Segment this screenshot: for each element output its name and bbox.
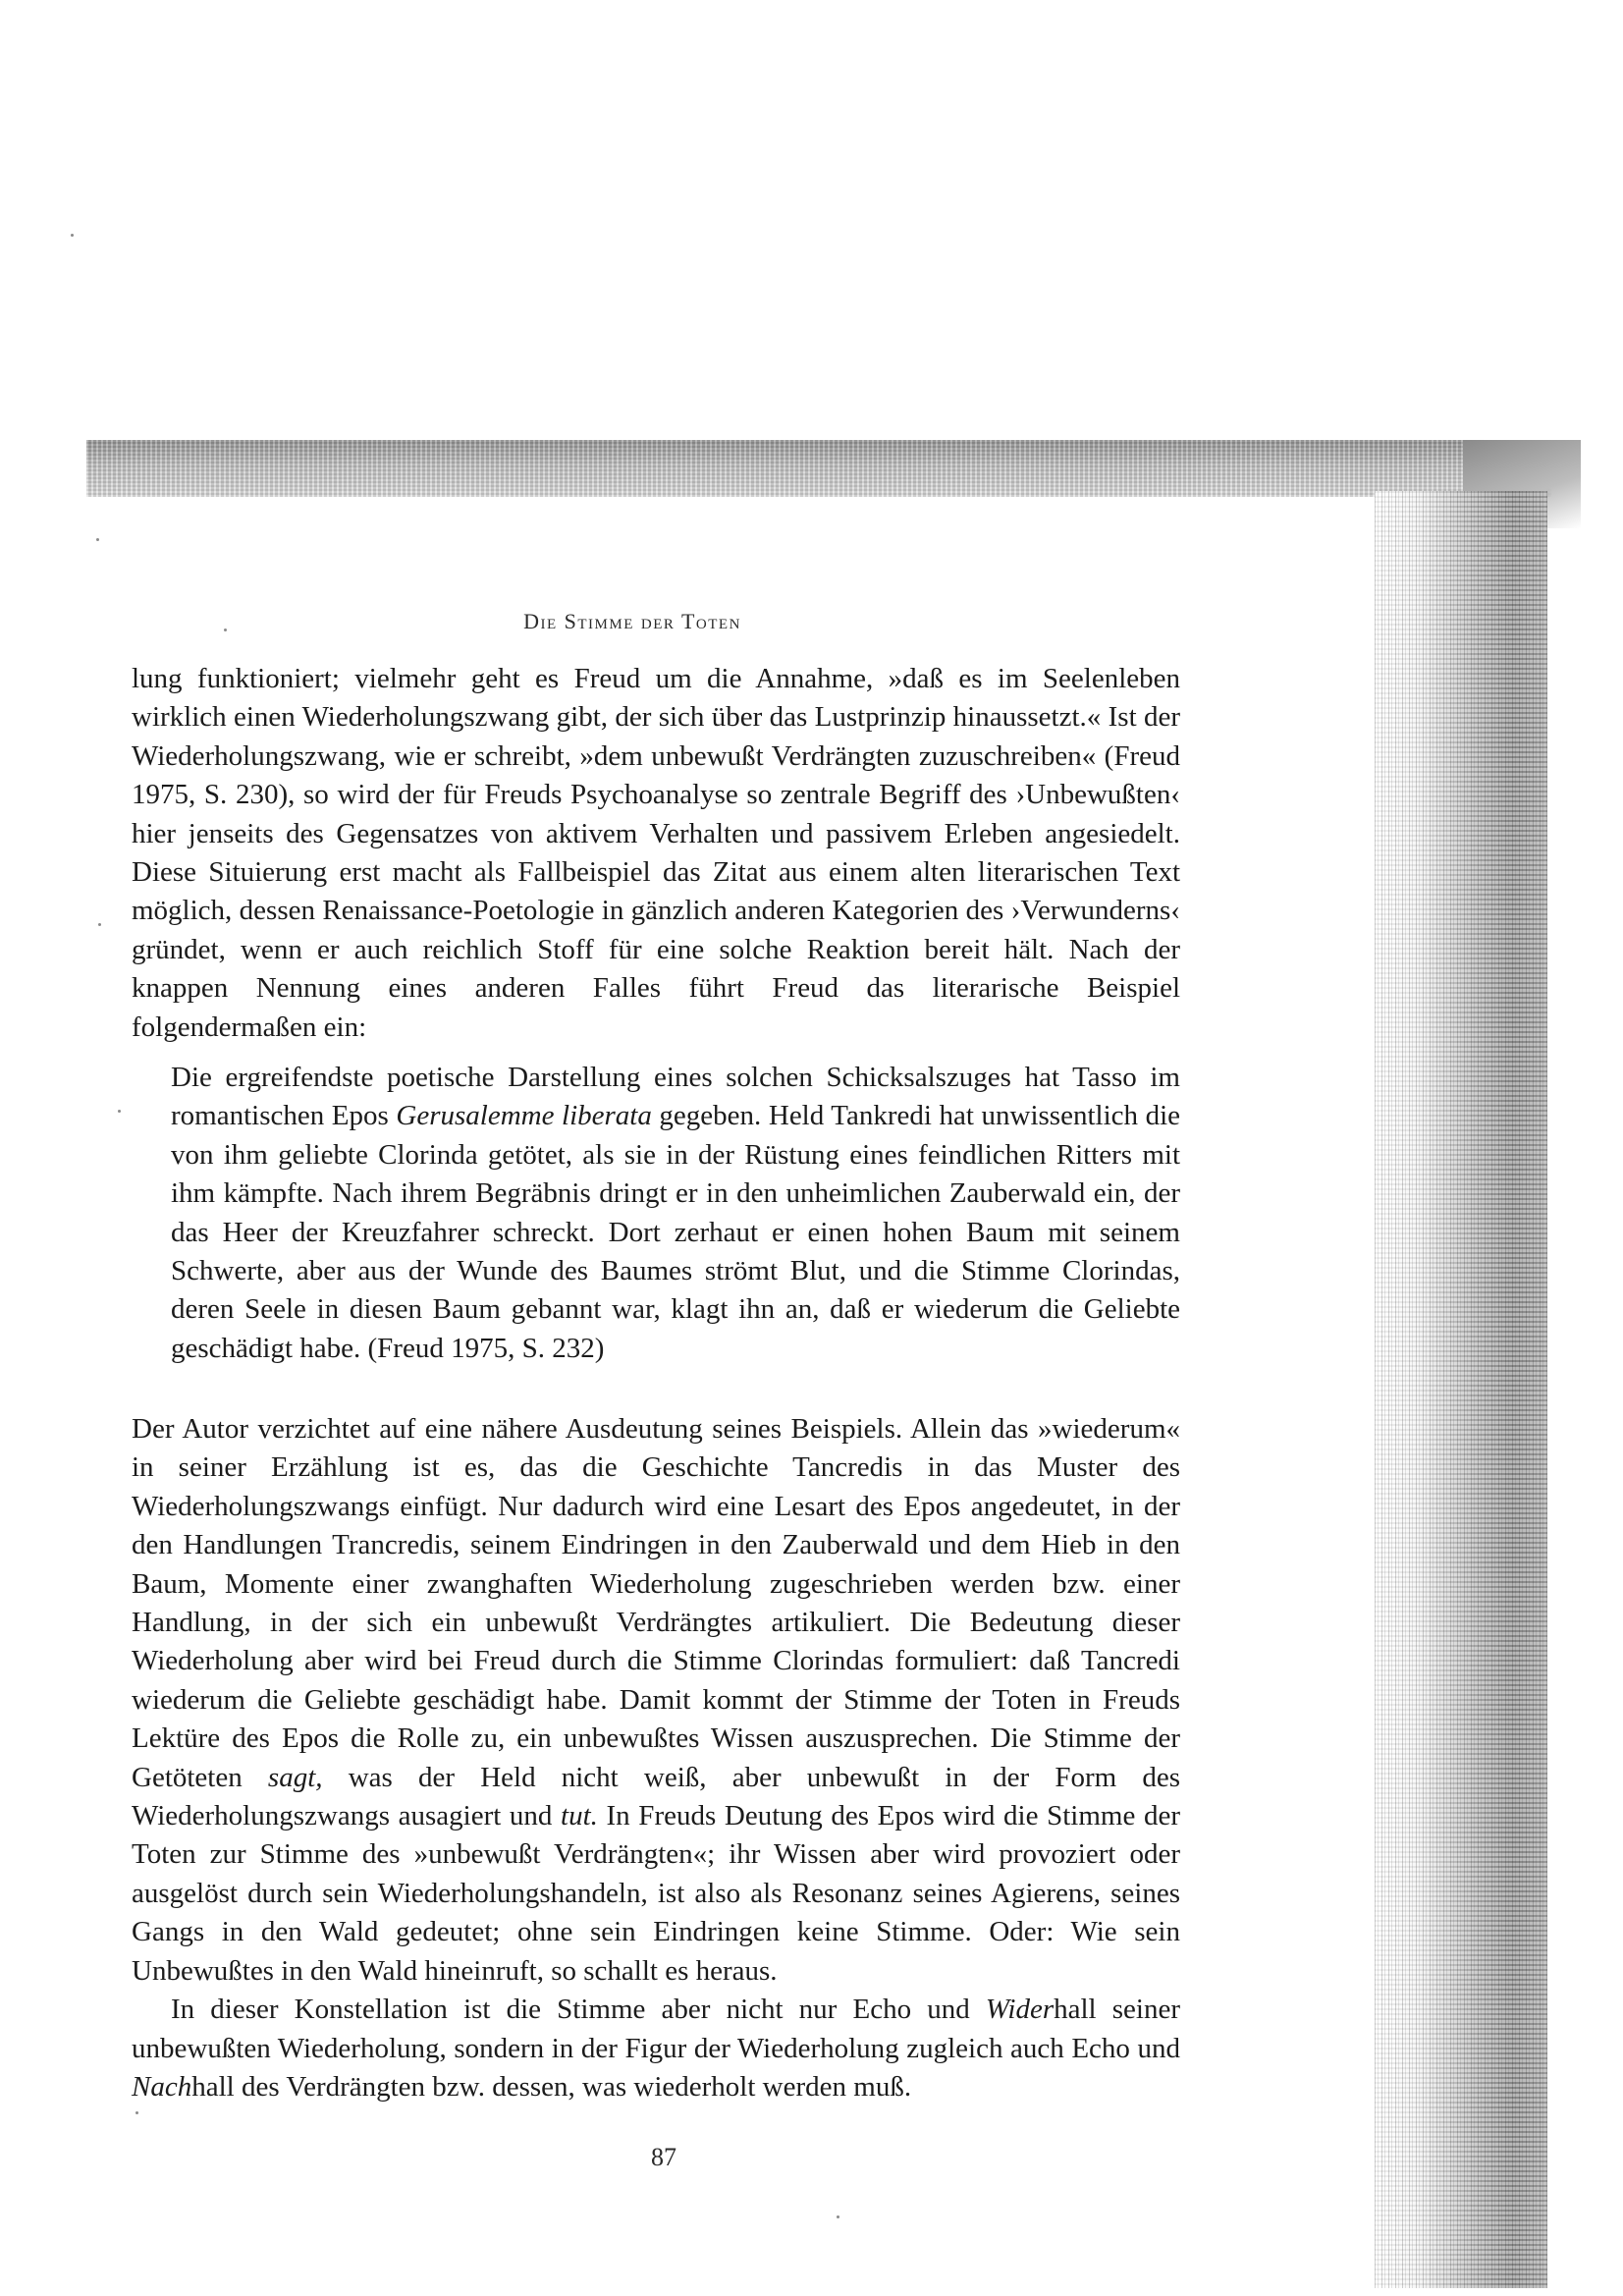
paragraph-text: In dieser Konstellation ist die Stimme aber nicht nur Echo und xyxy=(171,1994,986,2026)
quote-text: Die ergreifendste poetische Darstellung eines solchen Schicksalszuges hat Tasso im romantischen Epos xyxy=(171,1062,1180,1132)
scan-speck xyxy=(135,2111,138,2114)
emphasis: sagt, xyxy=(267,1761,323,1793)
paragraph: lung funktioniert; vielmehr geht es Freud um die Annahme, »daß es im Seelenleben wirklich einen Wiederholungszwang gibt, der sich über das Lustprinzip hinaussetzt.« Ist der Wiederholungszwang, wie er schreibt, »dem unbewußt Verdrängten zuzuschreiben« (Freud 1975, S. 230), so wird der für Freuds Psychoanalyse so zentrale Begriff des ›Unbewußten‹ hier jenseits des Gegensatzes von aktivem Verhalten und passivem Erleben angesiedelt. Diese Situierung erst macht als Fallbeispiel das Zitat aus einem alten literarischen Text möglich, dessen Renaissance-Poetologie in gänzlich anderen Kategorien des ›Verwunderns‹ gründet, wenn er auch reichlich Stoff für eine solche Reaktion bereit hält. Nach der knappen Nennung eines anderen Falles führt Freud das literarische Beispiel folgendermaßen ein: xyxy=(132,663,1180,1043)
emphasis: Wider xyxy=(985,1994,1055,2026)
paragraph xyxy=(132,1410,1180,1991)
quote-paragraph xyxy=(171,1059,1180,1368)
scan-speck xyxy=(837,2215,839,2218)
scan-shadow-band xyxy=(86,440,1551,497)
emphasis: tut. xyxy=(561,1800,598,1832)
paragraph-text: was der Held nicht weiß, aber unbewußt in der Form des Wiederholungszwangs ausagiert und xyxy=(132,1761,1181,1832)
running-head: Die Stimme der Toten xyxy=(523,609,741,633)
scan-speck xyxy=(71,234,74,237)
paragraph-text: hall des Verdrängten bzw. dessen, was wiederholt werden muß. xyxy=(191,2070,912,2103)
page-number: 87 xyxy=(651,2143,676,2171)
body-text-bottom xyxy=(132,1410,1180,2106)
scan-speck xyxy=(96,538,99,541)
body-text-top xyxy=(132,660,1180,1047)
paragraph-text: Der Autor verzichtet auf eine nähere Ausdeutung seines Beispiels. Allein das »wiederum« in seiner Erzählung ist es, das die Geschichte Tancredis in das Muster des Wiederholungszwangs einfügt. Nur dadurch wird eine Lesart des Epos angedeutet, in der den Handlungen Trancredis, seinem Eindringen in den Zauberwald und dem Hieb in den Baum, Momente einer zwanghaften Wiederholung zugeschrieben werden bzw. einer Handlung, in der sich ein unbewußt Verdrängtes artikuliert. Die Bedeutung dieser Wiederholung aber wird bei Freud durch die Stimme Clorindas formuliert: daß Tancredi wiederum die Geliebte geschädigt habe. Damit kommt der Stimme der Toten in Freuds Lektüre des Epos die Rolle zu, ein unbewußtes Wissen auszusprechen. Die Stimme der Getöteten xyxy=(132,1413,1180,1793)
paragraph-text: In Freuds Deutung des Epos wird die Stimme der Toten zur Stimme des »unbewußt Verdrängten«; ihr Wissen aber wird provoziert oder ausgelöst durch sein Wiederholungshandeln, ist also als Resonanz seines Agierens, seines Gangs in den Wald gedeutet; ohne sein Eindringen keine Stimme. Oder: Wie sein Unbewußtes in den Wald hineinruft, so schallt es heraus. xyxy=(132,1800,1180,1987)
paragraph-text: hall seiner unbewußten Wiederholung, sondern in der Figur der Wiederholung zugleich auch Echo und xyxy=(132,1994,1180,2064)
block-quote xyxy=(171,1059,1180,1368)
scan-speck xyxy=(118,1110,121,1113)
quote-text: gegeben. Held Tankredi hat unwissentlich die von ihm geliebte Clorinda getötet, als sie in der Rüstung eines feindlichen Ritters mit ihm kämpfte. Nach ihrem Begräbnis dringt er in den unheimlichen Zauberwald ein, der das Heer der Kreuzfahrer schreckt. Dort zerhaut er einen hohen Baum mit seinem Schwerte, aber aus der Wunde des Baumes strömt Blut, und die Stimme Clorindas, deren Seele in diesen Baum gebannt war, klagt ihn an, daß er wiederum die Geliebte geschädigt habe. (Freud 1975, S. 232) xyxy=(171,1100,1180,1364)
scan-speck xyxy=(98,923,101,926)
paragraph xyxy=(132,1991,1180,2106)
emphasis: Nach xyxy=(132,2070,192,2103)
book-page-edge xyxy=(1375,491,1547,2288)
work-title: Gerusalemme liberata xyxy=(396,1100,652,1132)
